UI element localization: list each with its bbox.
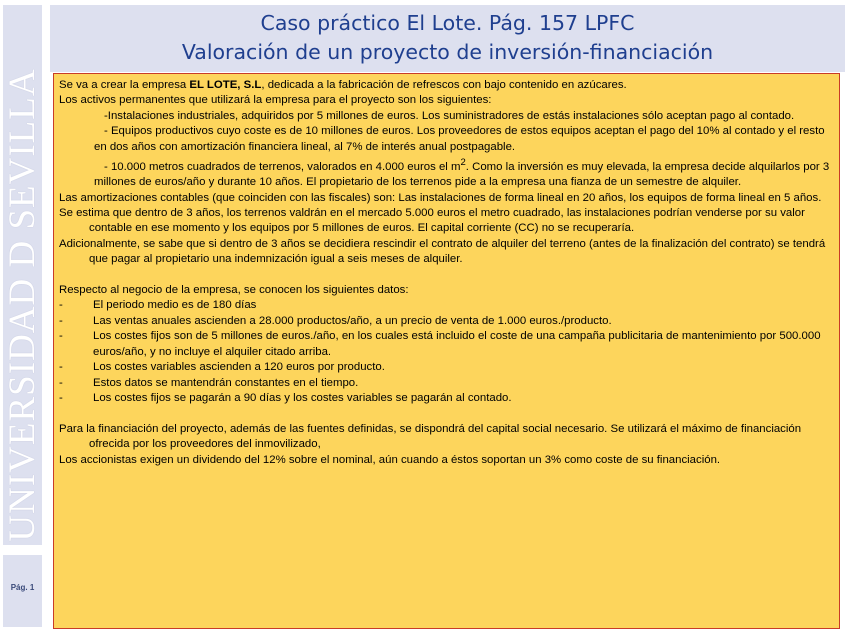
list-item (59, 314, 834, 329)
list-item (59, 360, 834, 375)
dash: - (59, 361, 63, 374)
spacer (59, 406, 834, 421)
page-label-box (3, 555, 42, 627)
shareholders-paragraph: Los accionistas exigen un dividendo del 12% sobre el nominal, aún cuando a éstos soportan un 3% como coste de su financiación. (59, 453, 721, 466)
asset-land-post: . Como la inversión es muy elevada, la empresa decide alquilarlos por 3 millones de euros/año y durante 10 años. El propietario de los terrenos pide a la empresa una fianza de un semestre de alquiler. (94, 160, 830, 189)
slide-header (50, 5, 845, 72)
asset-land (59, 155, 834, 191)
intro-paragraph (59, 78, 834, 93)
list-item-text: Estos datos se mantendrán constantes en el tiempo. (93, 376, 359, 389)
asset-land-pre: - 10.000 metros cuadrados de terrenos, valorados en 4.000 euros el m (104, 160, 461, 173)
list-item (59, 391, 834, 406)
dash: - (59, 330, 63, 343)
intro-post: , dedicada a la fabricación de refrescos con bajo contenido en azúcares. (261, 79, 627, 91)
content-box (53, 73, 840, 629)
list-item (59, 298, 834, 313)
list-item-text: Los costes fijos se pagarán a 90 días y los costes variables se pagarán al contado. (93, 391, 512, 404)
amortization-paragraph: Las amortizaciones contables (que coinciden con las fiscales) son: Las instalaciones de forma lineal en 20 años, los equipos de forma lineal en 5 años. (59, 191, 822, 204)
asset-installations: -Instalaciones industriales, adquiridos por 5 millones de euros. Los suministradores de estás instalaciones sólo aceptan pago al contado. (104, 109, 795, 122)
estimate-paragraph: Se estima que dentro de 3 años, los terrenos valdrán en el mercado 5.000 euros el metro cuadrado, las instalaciones podrían venderse por su valor contable en ese momento y los equipos por 5 millones de euros. El capital corriente (CC) no se recuperaría. (59, 207, 805, 235)
list-item (59, 329, 834, 360)
sidebar-strip (3, 5, 42, 545)
dash: - (59, 391, 63, 404)
list-item-text: Los costes fijos son de 5 millones de euros./año, en los cuales está incluido el coste de una campaña publicitaria de mantenimiento por 500.000 euros/año, y no incluye el alquiler citado arriba. (93, 330, 821, 358)
additional-paragraph: Adicionalmente, se sabe que si dentro de 3 años se decidiera rescindir el contrato de alquiler del terreno (antes de la finalización del contrato) se tendrá que pagar al propietario una indemnización igual a seis meses de alquiler. (59, 237, 826, 266)
asset-equipment: - Equipos productivos cuyo coste es de 10 millones de euros. Los proveedores de estos equipos aceptan el pago del 10% al contado y el resto en dos años con amortización financiera lineal, al 7% de interés anual postpagable. (94, 125, 825, 153)
dash: - (59, 299, 63, 312)
list-item (59, 376, 834, 391)
dash: - (59, 314, 63, 327)
intro-pre: Se va a crear la empresa (59, 79, 190, 91)
financing-paragraph: Para la financiación del proyecto, además de las fuentes definidas, se dispondrá del capital social necesario. Se utilizará el máximo de financiación ofrecida por los proveedores del inmovilizado, (59, 422, 802, 451)
business-intro: Respecto al negocio de la empresa, se conocen los siguientes datos: (59, 284, 409, 297)
list-item-text: Las ventas anuales ascienden a 28.000 productos/año, a un precio de venta de 1.000 euros./producto. (93, 314, 612, 327)
spacer (59, 268, 834, 283)
company-name: EL LOTE, S.L (189, 79, 262, 91)
assets-intro: Los activos permanentes que utilizará la empresa para el proyecto son los siguientes: (59, 94, 492, 107)
asset-land-sup: 2 (460, 157, 466, 169)
slide-title: Caso práctico El Lote. Pág. 157 LPFC (260, 11, 635, 35)
dash: - (59, 376, 63, 389)
page-label: Pág. 1 (10, 583, 35, 592)
university-watermark: UNIVERSIDAD D SEVILLA (2, 68, 43, 542)
list-item-text: Los costes variables ascienden a 120 euros por producto. (93, 361, 385, 374)
list-item-text: El periodo medio es de 180 días (93, 299, 257, 312)
sidebar (0, 0, 47, 636)
slide-subtitle: Valoración de un proyecto de inversión-financiación (181, 40, 714, 64)
